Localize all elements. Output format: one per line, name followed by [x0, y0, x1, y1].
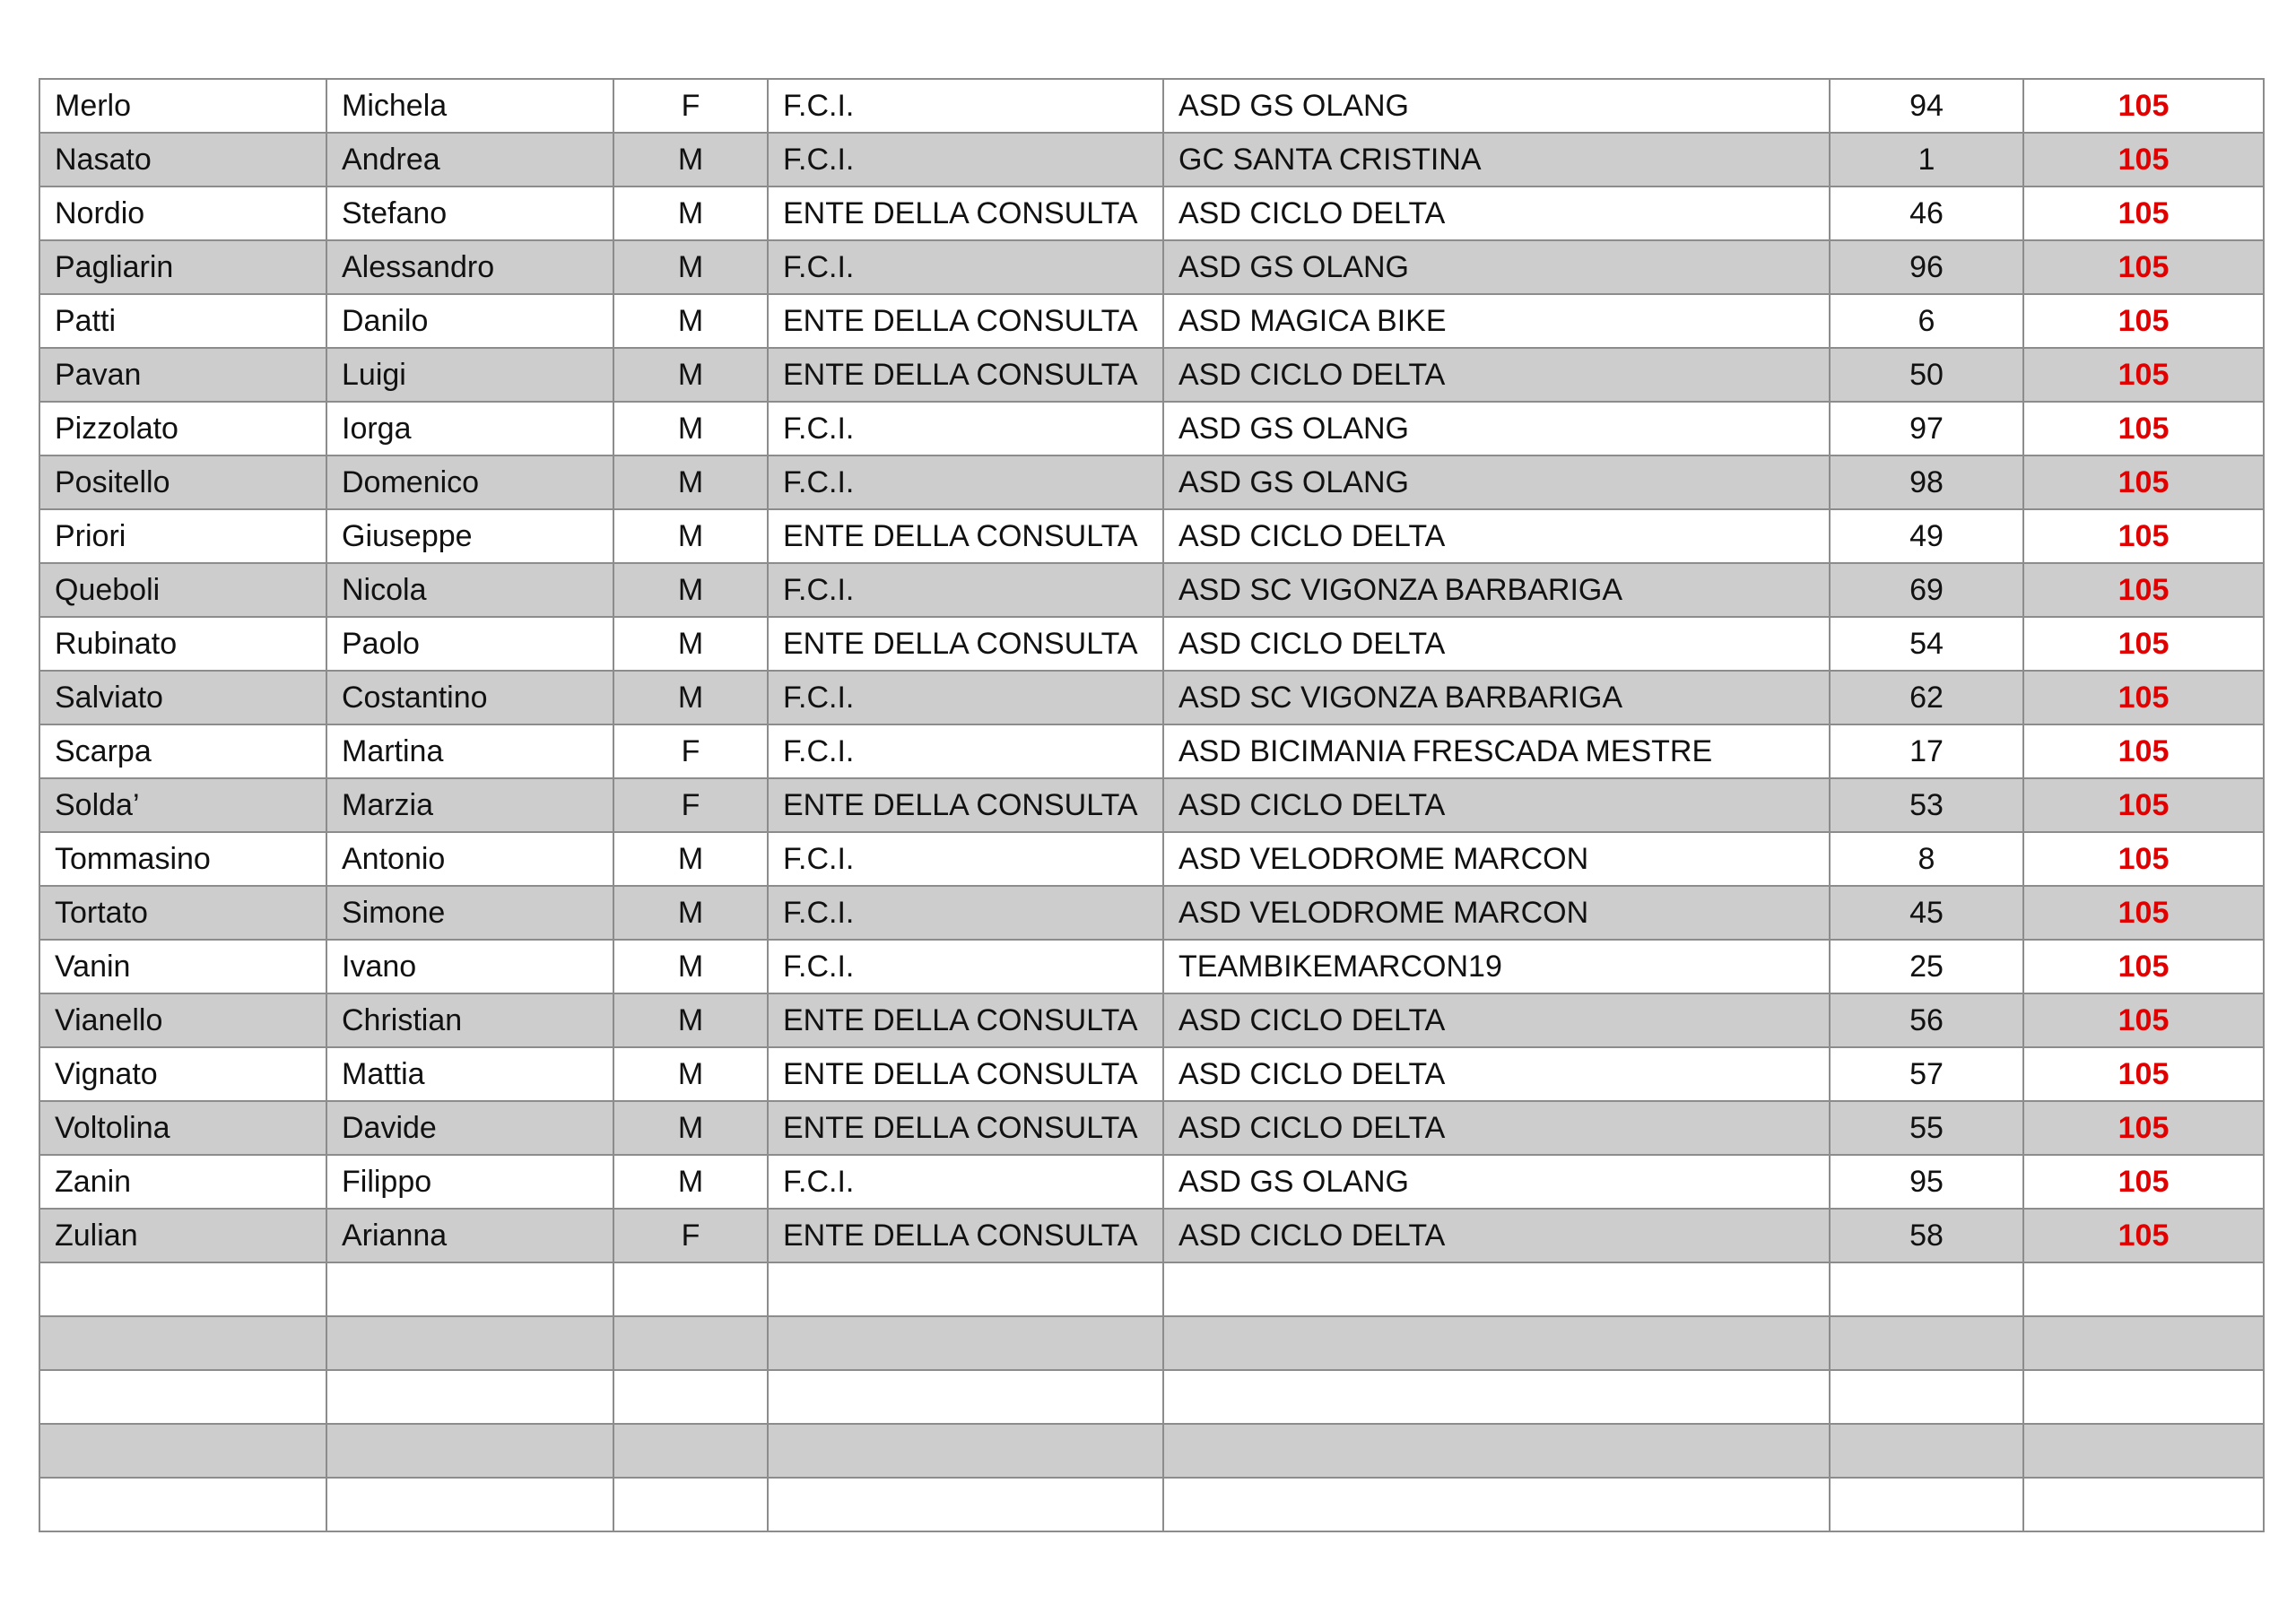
table-row — [39, 1316, 2264, 1370]
bib-number-cell: 45 — [1830, 886, 2023, 940]
score-cell: 105 — [2023, 563, 2264, 617]
table-row — [39, 1424, 2264, 1478]
bib-number-cell: 1 — [1830, 133, 2023, 186]
last-name-cell — [39, 1316, 326, 1370]
table-row — [39, 509, 2264, 563]
first-name-cell: Giuseppe — [326, 509, 613, 563]
team-cell: ASD BICIMANIA FRESCADA MESTRE — [1163, 724, 1830, 778]
table-row — [39, 724, 2264, 778]
score-cell: 105 — [2023, 79, 2264, 133]
federation-cell: F.C.I. — [768, 563, 1163, 617]
first-name-cell — [326, 1478, 613, 1531]
score-cell: 105 — [2023, 993, 2264, 1047]
score-cell: 105 — [2023, 671, 2264, 724]
first-name-cell: Costantino — [326, 671, 613, 724]
sex-cell — [613, 1478, 768, 1531]
score-cell: 105 — [2023, 778, 2264, 832]
team-cell: ASD GS OLANG — [1163, 79, 1830, 133]
sex-cell: M — [613, 133, 768, 186]
federation-cell: F.C.I. — [768, 455, 1163, 509]
sex-cell: M — [613, 886, 768, 940]
bib-number-cell: 8 — [1830, 832, 2023, 886]
last-name-cell: Nordio — [39, 186, 326, 240]
table-row — [39, 993, 2264, 1047]
table-row — [39, 1370, 2264, 1424]
team-cell: TEAMBIKEMARCON19 — [1163, 940, 1830, 993]
bib-number-cell — [1830, 1370, 2023, 1424]
bib-number-cell: 98 — [1830, 455, 2023, 509]
team-cell: ASD CICLO DELTA — [1163, 348, 1830, 402]
sex-cell: M — [613, 240, 768, 294]
last-name-cell: Pizzolato — [39, 402, 326, 455]
sex-cell — [613, 1424, 768, 1478]
federation-cell: F.C.I. — [768, 1155, 1163, 1209]
team-cell: ASD VELODROME MARCON — [1163, 886, 1830, 940]
last-name-cell: Vanin — [39, 940, 326, 993]
team-cell: ASD CICLO DELTA — [1163, 186, 1830, 240]
last-name-cell: Solda’ — [39, 778, 326, 832]
table-row — [39, 1209, 2264, 1262]
team-cell — [1163, 1424, 1830, 1478]
bib-number-cell: 69 — [1830, 563, 2023, 617]
team-cell: ASD SC VIGONZA BARBARIGA — [1163, 671, 1830, 724]
bib-number-cell: 57 — [1830, 1047, 2023, 1101]
score-cell: 105 — [2023, 832, 2264, 886]
last-name-cell — [39, 1424, 326, 1478]
sex-cell: M — [613, 348, 768, 402]
federation-cell: ENTE DELLA CONSULTA — [768, 186, 1163, 240]
federation-cell: ENTE DELLA CONSULTA — [768, 778, 1163, 832]
team-cell: ASD GS OLANG — [1163, 402, 1830, 455]
first-name-cell: Antonio — [326, 832, 613, 886]
first-name-cell: Martina — [326, 724, 613, 778]
team-cell: ASD GS OLANG — [1163, 240, 1830, 294]
last-name-cell: Nasato — [39, 133, 326, 186]
table-row — [39, 402, 2264, 455]
team-cell: ASD CICLO DELTA — [1163, 1101, 1830, 1155]
federation-cell: ENTE DELLA CONSULTA — [768, 348, 1163, 402]
bib-number-cell: 17 — [1830, 724, 2023, 778]
team-cell: ASD GS OLANG — [1163, 455, 1830, 509]
table-row — [39, 886, 2264, 940]
last-name-cell — [39, 1370, 326, 1424]
first-name-cell: Christian — [326, 993, 613, 1047]
table-row — [39, 1101, 2264, 1155]
bib-number-cell: 49 — [1830, 509, 2023, 563]
score-cell: 105 — [2023, 886, 2264, 940]
last-name-cell: Voltolina — [39, 1101, 326, 1155]
first-name-cell: Stefano — [326, 186, 613, 240]
table-row — [39, 294, 2264, 348]
federation-cell: F.C.I. — [768, 402, 1163, 455]
score-cell: 105 — [2023, 509, 2264, 563]
table-row — [39, 186, 2264, 240]
federation-cell: ENTE DELLA CONSULTA — [768, 509, 1163, 563]
bib-number-cell: 58 — [1830, 1209, 2023, 1262]
table-row — [39, 348, 2264, 402]
table-row — [39, 940, 2264, 993]
first-name-cell — [326, 1424, 613, 1478]
last-name-cell: Vianello — [39, 993, 326, 1047]
sex-cell: M — [613, 940, 768, 993]
last-name-cell: Positello — [39, 455, 326, 509]
team-cell — [1163, 1316, 1830, 1370]
bib-number-cell — [1830, 1262, 2023, 1316]
score-cell — [2023, 1316, 2264, 1370]
first-name-cell: Michela — [326, 79, 613, 133]
table-row — [39, 133, 2264, 186]
team-cell: ASD CICLO DELTA — [1163, 509, 1830, 563]
first-name-cell: Arianna — [326, 1209, 613, 1262]
federation-cell: ENTE DELLA CONSULTA — [768, 1209, 1163, 1262]
bib-number-cell — [1830, 1478, 2023, 1531]
score-cell — [2023, 1478, 2264, 1531]
bib-number-cell: 94 — [1830, 79, 2023, 133]
score-cell: 105 — [2023, 240, 2264, 294]
score-cell: 105 — [2023, 724, 2264, 778]
federation-cell: ENTE DELLA CONSULTA — [768, 1101, 1163, 1155]
bib-number-cell: 55 — [1830, 1101, 2023, 1155]
federation-cell: F.C.I. — [768, 240, 1163, 294]
team-cell: ASD MAGICA BIKE — [1163, 294, 1830, 348]
table-row — [39, 617, 2264, 671]
sex-cell — [613, 1316, 768, 1370]
team-cell: ASD VELODROME MARCON — [1163, 832, 1830, 886]
bib-number-cell: 25 — [1830, 940, 2023, 993]
federation-cell: ENTE DELLA CONSULTA — [768, 1047, 1163, 1101]
sex-cell: M — [613, 563, 768, 617]
score-cell: 105 — [2023, 348, 2264, 402]
score-cell — [2023, 1424, 2264, 1478]
table-row — [39, 1478, 2264, 1531]
first-name-cell — [326, 1262, 613, 1316]
bib-number-cell: 53 — [1830, 778, 2023, 832]
federation-cell — [768, 1478, 1163, 1531]
table-row — [39, 1155, 2264, 1209]
last-name-cell: Priori — [39, 509, 326, 563]
sex-cell: M — [613, 993, 768, 1047]
team-cell: ASD CICLO DELTA — [1163, 1047, 1830, 1101]
last-name-cell: Vignato — [39, 1047, 326, 1101]
sex-cell — [613, 1370, 768, 1424]
federation-cell — [768, 1370, 1163, 1424]
participants-table-body — [39, 79, 2264, 1531]
score-cell: 105 — [2023, 186, 2264, 240]
sex-cell: F — [613, 79, 768, 133]
score-cell: 105 — [2023, 1155, 2264, 1209]
bib-number-cell: 54 — [1830, 617, 2023, 671]
participants-table — [39, 78, 2265, 1532]
team-cell: ASD CICLO DELTA — [1163, 993, 1830, 1047]
first-name-cell: Filippo — [326, 1155, 613, 1209]
federation-cell: F.C.I. — [768, 886, 1163, 940]
score-cell — [2023, 1262, 2264, 1316]
table-row — [39, 671, 2264, 724]
sex-cell: M — [613, 832, 768, 886]
federation-cell — [768, 1262, 1163, 1316]
sex-cell: M — [613, 671, 768, 724]
sex-cell — [613, 1262, 768, 1316]
team-cell: ASD CICLO DELTA — [1163, 778, 1830, 832]
table-row — [39, 778, 2264, 832]
last-name-cell: Patti — [39, 294, 326, 348]
bib-number-cell: 56 — [1830, 993, 2023, 1047]
bib-number-cell — [1830, 1316, 2023, 1370]
bib-number-cell: 46 — [1830, 186, 2023, 240]
first-name-cell: Danilo — [326, 294, 613, 348]
sex-cell: F — [613, 778, 768, 832]
sex-cell: M — [613, 402, 768, 455]
sex-cell: F — [613, 1209, 768, 1262]
sex-cell: M — [613, 186, 768, 240]
federation-cell: F.C.I. — [768, 79, 1163, 133]
first-name-cell — [326, 1370, 613, 1424]
last-name-cell: Salviato — [39, 671, 326, 724]
score-cell: 105 — [2023, 455, 2264, 509]
first-name-cell — [326, 1316, 613, 1370]
first-name-cell: Andrea — [326, 133, 613, 186]
table-row — [39, 240, 2264, 294]
last-name-cell: Queboli — [39, 563, 326, 617]
score-cell — [2023, 1370, 2264, 1424]
federation-cell: F.C.I. — [768, 724, 1163, 778]
team-cell: ASD GS OLANG — [1163, 1155, 1830, 1209]
sex-cell: M — [613, 455, 768, 509]
first-name-cell: Domenico — [326, 455, 613, 509]
team-cell — [1163, 1262, 1830, 1316]
federation-cell: F.C.I. — [768, 671, 1163, 724]
last-name-cell: Tortato — [39, 886, 326, 940]
table-row — [39, 455, 2264, 509]
federation-cell: F.C.I. — [768, 133, 1163, 186]
federation-cell: F.C.I. — [768, 832, 1163, 886]
sex-cell: M — [613, 617, 768, 671]
table-row — [39, 1262, 2264, 1316]
federation-cell: ENTE DELLA CONSULTA — [768, 993, 1163, 1047]
table-row — [39, 1047, 2264, 1101]
sex-cell: M — [613, 1101, 768, 1155]
last-name-cell: Pagliarin — [39, 240, 326, 294]
sex-cell: M — [613, 1047, 768, 1101]
first-name-cell: Iorga — [326, 402, 613, 455]
team-cell: ASD CICLO DELTA — [1163, 1209, 1830, 1262]
last-name-cell — [39, 1478, 326, 1531]
first-name-cell: Davide — [326, 1101, 613, 1155]
first-name-cell: Marzia — [326, 778, 613, 832]
bib-number-cell: 97 — [1830, 402, 2023, 455]
first-name-cell: Luigi — [326, 348, 613, 402]
first-name-cell: Paolo — [326, 617, 613, 671]
federation-cell: ENTE DELLA CONSULTA — [768, 294, 1163, 348]
table-row — [39, 79, 2264, 133]
sex-cell: M — [613, 509, 768, 563]
bib-number-cell: 62 — [1830, 671, 2023, 724]
first-name-cell: Mattia — [326, 1047, 613, 1101]
last-name-cell: Tommasino — [39, 832, 326, 886]
federation-cell — [768, 1316, 1163, 1370]
last-name-cell: Merlo — [39, 79, 326, 133]
team-cell — [1163, 1478, 1830, 1531]
sex-cell: M — [613, 1155, 768, 1209]
sex-cell: M — [613, 294, 768, 348]
team-cell — [1163, 1370, 1830, 1424]
last-name-cell: Pavan — [39, 348, 326, 402]
score-cell: 105 — [2023, 617, 2264, 671]
last-name-cell: Rubinato — [39, 617, 326, 671]
bib-number-cell: 95 — [1830, 1155, 2023, 1209]
federation-cell: ENTE DELLA CONSULTA — [768, 617, 1163, 671]
score-cell: 105 — [2023, 133, 2264, 186]
bib-number-cell: 50 — [1830, 348, 2023, 402]
table-row — [39, 832, 2264, 886]
score-cell: 105 — [2023, 1101, 2264, 1155]
last-name-cell: Zanin — [39, 1155, 326, 1209]
first-name-cell: Ivano — [326, 940, 613, 993]
federation-cell — [768, 1424, 1163, 1478]
team-cell: ASD SC VIGONZA BARBARIGA — [1163, 563, 1830, 617]
first-name-cell: Alessandro — [326, 240, 613, 294]
last-name-cell: Zulian — [39, 1209, 326, 1262]
last-name-cell — [39, 1262, 326, 1316]
first-name-cell: Nicola — [326, 563, 613, 617]
table-row — [39, 563, 2264, 617]
team-cell: GC SANTA CRISTINA — [1163, 133, 1830, 186]
team-cell: ASD CICLO DELTA — [1163, 617, 1830, 671]
bib-number-cell — [1830, 1424, 2023, 1478]
sex-cell: F — [613, 724, 768, 778]
score-cell: 105 — [2023, 294, 2264, 348]
bib-number-cell: 6 — [1830, 294, 2023, 348]
last-name-cell: Scarpa — [39, 724, 326, 778]
first-name-cell: Simone — [326, 886, 613, 940]
federation-cell: F.C.I. — [768, 940, 1163, 993]
score-cell: 105 — [2023, 402, 2264, 455]
score-cell: 105 — [2023, 1047, 2264, 1101]
score-cell: 105 — [2023, 1209, 2264, 1262]
bib-number-cell: 96 — [1830, 240, 2023, 294]
score-cell: 105 — [2023, 940, 2264, 993]
